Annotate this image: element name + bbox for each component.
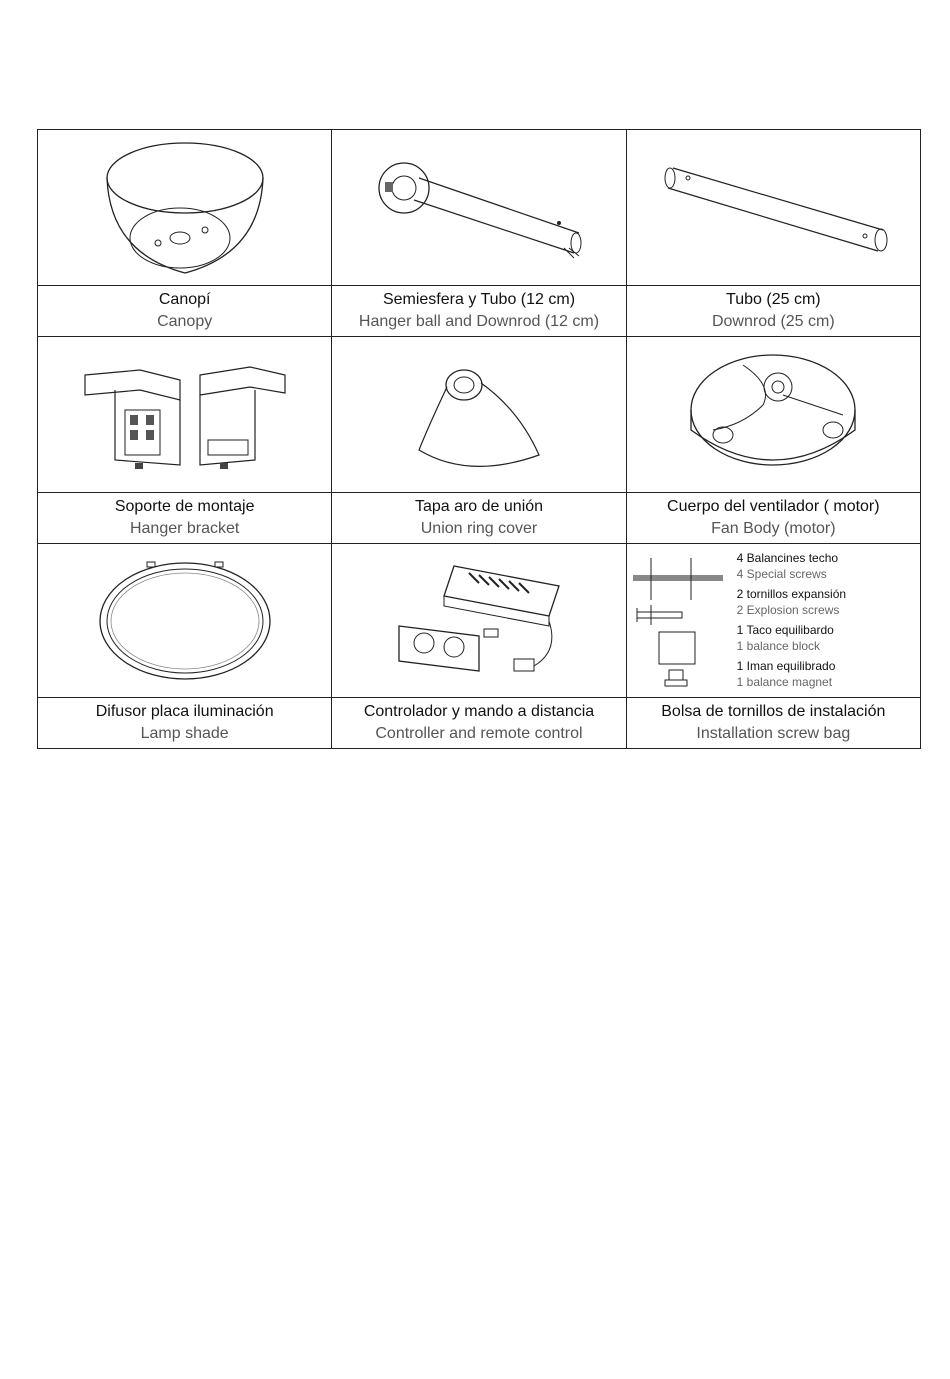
screw-item-es: 2 tornillos expansión <box>736 587 847 601</box>
part-name-es: Controlador y mando a distancia <box>363 703 595 720</box>
part-name-en: Hanger ball and Downrod (12 cm) <box>358 313 600 330</box>
downrod-icon <box>643 148 903 268</box>
part-label <box>332 493 626 544</box>
part-name-es: Bolsa de tornillos de instalación <box>661 703 886 720</box>
screw-bag-item <box>737 658 846 690</box>
union-ring-cover-icon <box>409 355 549 475</box>
part-name-es: Cuerpo del ventilador ( motor) <box>667 498 880 515</box>
screw-bag-item <box>737 586 846 618</box>
label-row <box>38 286 921 337</box>
image-row <box>38 544 921 698</box>
canopy-image-cell <box>38 130 332 286</box>
part-label <box>332 698 626 749</box>
part-label <box>38 286 332 337</box>
part-name-es: Canopí <box>158 291 211 308</box>
part-name-en: Controller and remote control <box>375 725 583 742</box>
part-name-en: Canopy <box>157 313 213 330</box>
lamp-shade-icon <box>95 556 275 686</box>
hanger-ball-downrod-icon <box>359 148 599 268</box>
screw-bag-item <box>737 622 846 654</box>
part-label <box>38 493 332 544</box>
part-label <box>626 698 920 749</box>
screw-item-es: 1 Iman equilibrado <box>736 659 836 673</box>
part-name-es: Difusor placa iluminación <box>95 703 274 720</box>
part-name-es: Soporte de montaje <box>114 498 255 515</box>
lamp-shade-image-cell <box>38 544 332 698</box>
screw-item-en: 4 Special screws <box>736 567 827 581</box>
part-name-en: Installation screw bag <box>696 725 851 742</box>
image-row <box>38 130 921 286</box>
union-ring-cover-image-cell <box>332 337 626 493</box>
screw-item-es: 4 Balancines techo <box>736 551 839 565</box>
fan-body-image-cell <box>626 337 920 493</box>
screw-bag-image-cell <box>626 544 920 698</box>
hanger-bracket-icon <box>80 355 290 475</box>
hanger-bracket-image-cell <box>38 337 332 493</box>
screw-item-es: 1 Taco equilibardo <box>736 623 834 637</box>
part-name-es: Tubo (25 cm) <box>726 291 821 308</box>
part-name-en: Downrod (25 cm) <box>711 313 835 330</box>
screw-item-en: 1 balance block <box>736 639 821 653</box>
label-row <box>38 698 921 749</box>
part-name-en: Union ring cover <box>420 520 538 537</box>
downrod-image-cell <box>626 130 920 286</box>
part-label <box>626 286 920 337</box>
part-label <box>38 698 332 749</box>
part-label <box>332 286 626 337</box>
image-row <box>38 337 921 493</box>
controller-remote-image-cell <box>332 544 626 698</box>
part-name-en: Fan Body (motor) <box>711 520 836 537</box>
screw-bag-list <box>737 550 846 694</box>
part-label <box>626 493 920 544</box>
part-name-en: Lamp shade <box>140 725 229 742</box>
screw-bag-item <box>737 550 846 582</box>
screw-bag-icon <box>631 550 731 690</box>
fan-body-icon <box>683 345 863 485</box>
canopy-icon <box>100 138 270 278</box>
part-name-es: Tapa aro de unión <box>414 498 544 515</box>
parts-table <box>37 129 921 749</box>
screw-item-en: 1 balance magnet <box>736 675 833 689</box>
part-name-en: Hanger bracket <box>129 520 240 537</box>
part-name-es: Semiesfera y Tubo (12 cm) <box>382 291 576 308</box>
hanger-ball-image-cell <box>332 130 626 286</box>
label-row <box>38 493 921 544</box>
screw-item-en: 2 Explosion screws <box>736 603 840 617</box>
controller-remote-icon <box>384 551 574 691</box>
